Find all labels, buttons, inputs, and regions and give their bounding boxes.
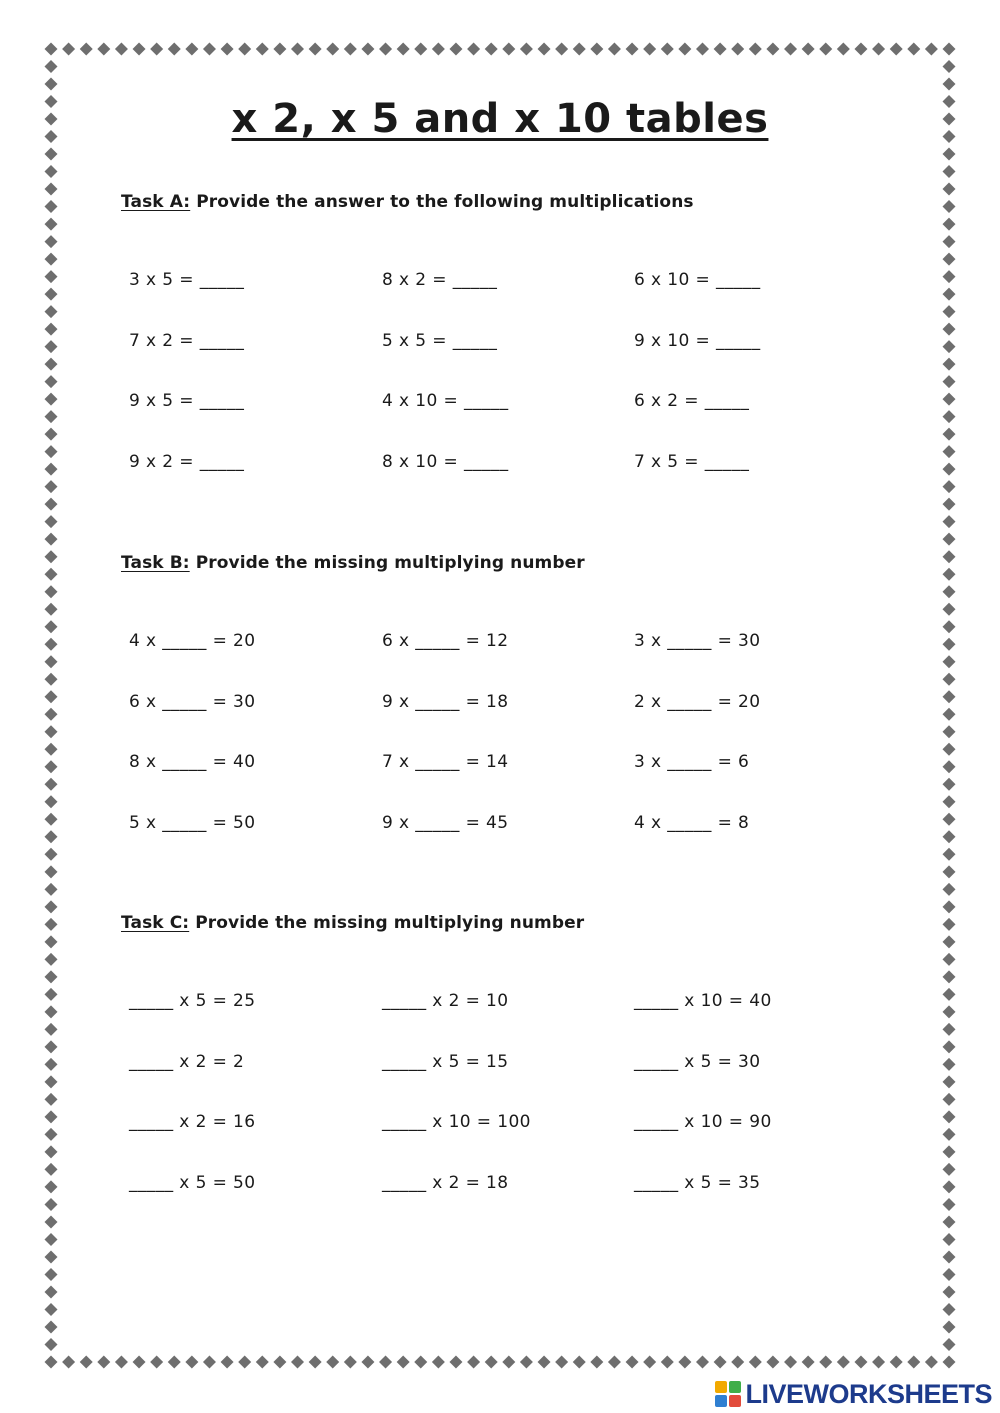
task-c-equation: _____ x 5 = 30 [634,1051,761,1072]
border-diamond [45,270,58,283]
border-diamond [502,1356,515,1369]
border-diamond [854,1356,867,1369]
task-b-instruction: Provide the missing multiplying number [189,553,585,573]
task-a-equation: 9 x 10 = _____ [634,330,761,351]
task-a-equation: 8 x 2 = _____ [382,270,498,290]
border-diamond [943,1058,956,1071]
border-diamond [45,498,58,511]
border-diamond [309,1356,322,1369]
border-diamond [872,43,885,56]
task-b-equation: 4 x _____ = 20 [129,631,256,651]
border-diamond [943,743,956,756]
border-diamond [626,1356,639,1369]
border-diamond [943,970,956,983]
border-diamond [45,428,58,441]
border-diamond [907,1356,920,1369]
task-b-equation: 6 x _____ = 12 [382,631,509,651]
border-diamond [45,568,58,581]
border-diamond [80,43,93,56]
border-diamond [749,43,762,56]
border-diamond [731,1356,744,1369]
task-b-equation: 3 x _____ = 30 [634,631,761,651]
border-diamond [943,988,956,1001]
border-diamond [45,900,58,913]
border-diamond [45,165,58,178]
border-diamond [62,1356,75,1369]
border-diamond [943,375,956,388]
border-diamond [943,655,956,668]
task-c-equation: _____ x 2 = 2 [129,1051,245,1072]
border-diamond [943,1356,956,1369]
border-diamond [573,1356,586,1369]
border-diamond [45,1163,58,1176]
border-diamond [943,1040,956,1053]
border-diamond [221,43,234,56]
border-diamond [854,43,867,56]
border-diamond [467,1356,480,1369]
task-c-equation: _____ x 2 = 18 [382,1172,509,1193]
border-diamond [555,43,568,56]
task-b-equation: 3 x _____ = 6 [634,752,750,772]
border-diamond [555,1356,568,1369]
border-diamond [943,358,956,371]
task-c-equation: _____ x 5 = 25 [129,991,256,1011]
task-b-equation: 7 x _____ = 14 [382,752,509,772]
border-diamond [62,43,75,56]
border-diamond [819,43,832,56]
task-b-label: Task B: [121,553,190,573]
border-diamond [45,655,58,668]
border-diamond [943,1320,956,1333]
border-diamond [45,620,58,633]
border-diamond [45,1093,58,1106]
task-b-equation: 6 x _____ = 30 [129,691,256,712]
border-diamond [943,1180,956,1193]
border-diamond [203,1356,216,1369]
border-diamond [45,725,58,738]
border-diamond [45,690,58,703]
border-diamond [45,1040,58,1053]
task-b-equation: 9 x _____ = 45 [382,812,509,833]
border-diamond [45,848,58,861]
border-diamond [45,393,58,406]
border-diamond [943,935,956,948]
border-diamond [943,900,956,913]
task-a-label: Task A: [121,192,191,212]
border-diamond [837,1356,850,1369]
task-c-equation: _____ x 5 = 15 [382,1051,509,1072]
border-diamond [273,43,286,56]
border-diamond [45,638,58,651]
border-diamond [45,883,58,896]
border-diamond [133,43,146,56]
border-diamond [45,988,58,1001]
border-diamond [766,43,779,56]
border-diamond [45,1215,58,1228]
border-diamond [45,1285,58,1298]
border-diamond [45,1180,58,1193]
border-diamond [45,1128,58,1141]
border-diamond [943,253,956,266]
border-diamond [379,43,392,56]
border-diamond [185,1356,198,1369]
border-diamond [45,1303,58,1316]
border-diamond [344,43,357,56]
border-diamond [538,43,551,56]
border-diamond [45,1075,58,1088]
border-diamond [802,1356,815,1369]
task-c-equation: _____ x 10 = 90 [634,1112,772,1132]
border-diamond [678,1356,691,1369]
border-diamond [45,305,58,318]
border-diamond [943,1338,956,1351]
border-diamond [943,1110,956,1123]
border-diamond [784,1356,797,1369]
border-diamond [943,550,956,563]
border-diamond [943,690,956,703]
border-diamond [943,515,956,528]
page-title: x 2, x 5 and x 10 tables [231,96,769,142]
border-diamond [661,1356,674,1369]
border-diamond [150,43,163,56]
border-diamond [520,43,533,56]
border-diamond [432,1356,445,1369]
task-c-equation: _____ x 10 = 100 [382,1112,531,1132]
border-diamond [943,1250,956,1263]
border-diamond [238,1356,251,1369]
border-diamond [168,43,181,56]
border-diamond [590,43,603,56]
border-diamond [45,43,58,56]
border-diamond [80,1356,93,1369]
border-diamond [943,1075,956,1088]
border-diamond [943,43,956,56]
task-a-heading [121,192,694,212]
border-diamond [45,603,58,616]
task-c-equation: _____ x 2 = 16 [129,1112,256,1132]
border-diamond [943,183,956,196]
border-diamond [943,568,956,581]
border-diamond [256,43,269,56]
border-diamond [45,918,58,931]
border-diamond [943,1215,956,1228]
border-diamond [45,445,58,458]
border-diamond [943,165,956,178]
border-diamond [943,393,956,406]
border-diamond [943,603,956,616]
border-diamond [185,43,198,56]
border-diamond [943,638,956,651]
task-b-equation: 2 x _____ = 20 [634,691,761,712]
border-diamond [943,463,956,476]
border-diamond [678,43,691,56]
border-diamond [608,1356,621,1369]
border-diamond [520,1356,533,1369]
border-diamond [943,918,956,931]
task-a-equation: 5 x 5 = _____ [382,330,498,351]
border-diamond [45,1320,58,1333]
border-diamond [45,235,58,248]
border-diamond [45,1023,58,1036]
border-diamond [943,533,956,546]
border-diamond [361,43,374,56]
border-diamond [45,830,58,843]
border-diamond [943,305,956,318]
border-diamond [943,585,956,598]
border-diamond [943,1233,956,1246]
border-diamond [943,708,956,721]
border-diamond [449,1356,462,1369]
border-diamond [590,1356,603,1369]
border-diamond [925,1356,938,1369]
border-diamond [943,848,956,861]
border-diamond [573,43,586,56]
border-diamond [943,288,956,301]
border-diamond [943,1093,956,1106]
border-diamond [485,1356,498,1369]
border-diamond [696,43,709,56]
task-b-heading [121,553,585,573]
task-a-equation: 9 x 2 = _____ [129,451,245,472]
border-diamond [731,43,744,56]
task-a-instruction: Provide the answer to the following multiplications [190,192,694,212]
border-diamond [943,218,956,231]
border-diamond [714,1356,727,1369]
border-diamond [943,410,956,423]
task-a-equation: 6 x 2 = _____ [634,391,750,411]
task-a-equation: 3 x 5 = _____ [129,270,245,290]
border-diamond [608,43,621,56]
border-diamond [45,78,58,91]
border-diamond [943,428,956,441]
border-diamond [467,43,480,56]
border-diamond [45,935,58,948]
border-diamond [397,1356,410,1369]
task-c-label: Task C: [121,913,190,933]
footer-brand[interactable] [715,1378,992,1410]
task-c-equation: _____ x 5 = 50 [129,1172,256,1193]
border-diamond [45,253,58,266]
border-diamond [943,480,956,493]
border-diamond [45,813,58,826]
task-a-equation: 7 x 5 = _____ [634,451,750,472]
border-diamond [97,1356,110,1369]
border-diamond [943,1198,956,1211]
task-a-equation: 7 x 2 = _____ [129,330,245,351]
border-diamond [943,1128,956,1141]
task-a-equation: 9 x 5 = _____ [129,391,245,411]
task-b-equation: 5 x _____ = 50 [129,812,256,833]
border-diamond [749,1356,762,1369]
border-diamond [45,1005,58,1018]
task-b-equation: 8 x _____ = 40 [129,752,256,772]
border-diamond [943,953,956,966]
border-diamond [291,43,304,56]
border-diamond [45,1356,58,1369]
border-diamond [432,43,445,56]
border-diamond [45,743,58,756]
task-a-equation: 4 x 10 = _____ [382,391,509,411]
border-diamond [943,673,956,686]
border-diamond [45,1110,58,1123]
border-diamond [766,1356,779,1369]
border-diamond [943,148,956,161]
border-diamond [643,1356,656,1369]
task-c-instruction: Provide the missing multiplying number [189,913,585,933]
border-diamond [943,1303,956,1316]
border-diamond [45,323,58,336]
border-diamond [273,1356,286,1369]
border-diamond [45,585,58,598]
border-diamond [45,1198,58,1211]
border-diamond [943,1023,956,1036]
border-diamond [696,1356,709,1369]
border-diamond [943,60,956,73]
border-diamond [45,708,58,721]
border-diamond [626,43,639,56]
border-diamond [133,1356,146,1369]
border-diamond [943,1163,956,1176]
border-diamond [714,43,727,56]
border-diamond [45,795,58,808]
border-diamond [45,953,58,966]
border-diamond [221,1356,234,1369]
border-diamond [943,1145,956,1158]
border-diamond [943,270,956,283]
border-diamond [943,323,956,336]
border-diamond [943,725,956,738]
border-diamond [168,1356,181,1369]
border-diamond [45,480,58,493]
border-diamond [45,1145,58,1158]
border-diamond [907,43,920,56]
border-diamond [45,288,58,301]
border-diamond [661,43,674,56]
border-diamond [45,463,58,476]
border-diamond [925,43,938,56]
border-diamond [943,340,956,353]
border-diamond [361,1356,374,1369]
border-diamond [45,1058,58,1071]
border-diamond [45,550,58,563]
border-diamond [45,358,58,371]
border-diamond [485,43,498,56]
task-a-equation: 8 x 10 = _____ [382,451,509,472]
border-diamond [943,498,956,511]
border-diamond [379,1356,392,1369]
border-diamond [943,1268,956,1281]
border-diamond [943,1005,956,1018]
border-diamond [45,375,58,388]
border-diamond [45,1338,58,1351]
border-diamond [326,43,339,56]
border-diamond [502,43,515,56]
border-diamond [890,1356,903,1369]
border-diamond [45,673,58,686]
border-diamond [943,760,956,773]
border-diamond [326,1356,339,1369]
border-diamond [538,1356,551,1369]
task-b-equation: 9 x _____ = 18 [382,691,509,712]
border-diamond [397,43,410,56]
border-diamond [45,200,58,213]
border-diamond [943,1285,956,1298]
border-diamond [256,1356,269,1369]
task-b-equation: 4 x _____ = 8 [634,812,750,833]
border-diamond [943,830,956,843]
border-diamond [943,883,956,896]
border-diamond [449,43,462,56]
border-diamond [643,43,656,56]
task-c-heading [121,913,584,933]
border-diamond [45,515,58,528]
liveworksheets-logo-icon [715,1381,741,1407]
border-diamond [943,778,956,791]
border-diamond [115,43,128,56]
border-diamond [819,1356,832,1369]
border-diamond [943,813,956,826]
task-c-equation: _____ x 5 = 35 [634,1172,761,1193]
task-c-equation: _____ x 2 = 10 [382,991,509,1011]
border-diamond [45,410,58,423]
border-diamond [45,218,58,231]
border-diamond [150,1356,163,1369]
footer-brand-text: LIVEWORKSHEETS [745,1378,992,1409]
border-diamond [45,865,58,878]
border-diamond [238,43,251,56]
border-diamond [943,78,956,91]
border-diamond [45,1250,58,1263]
border-diamond [943,445,956,458]
border-diamond [45,533,58,546]
border-diamond [943,200,956,213]
border-diamond [45,1233,58,1246]
border-diamond [414,1356,427,1369]
task-c-equation: _____ x 10 = 40 [634,991,772,1011]
border-diamond [45,970,58,983]
border-diamond [943,620,956,633]
border-diamond [45,60,58,73]
border-diamond [291,1356,304,1369]
task-a-equation: 6 x 10 = _____ [634,270,761,290]
border-diamond [890,43,903,56]
border-diamond [943,235,956,248]
border-diamond [414,43,427,56]
border-diamond [872,1356,885,1369]
border-diamond [45,340,58,353]
border-diamond [943,865,956,878]
border-diamond [837,43,850,56]
border-diamond [45,760,58,773]
border-diamond [802,43,815,56]
border-diamond [45,778,58,791]
border-diamond [45,148,58,161]
border-diamond [45,1268,58,1281]
border-diamond [97,43,110,56]
border-diamond [309,43,322,56]
border-diamond [203,43,216,56]
border-diamond [45,183,58,196]
border-diamond [943,795,956,808]
border-diamond [115,1356,128,1369]
border-diamond [344,1356,357,1369]
border-diamond [784,43,797,56]
